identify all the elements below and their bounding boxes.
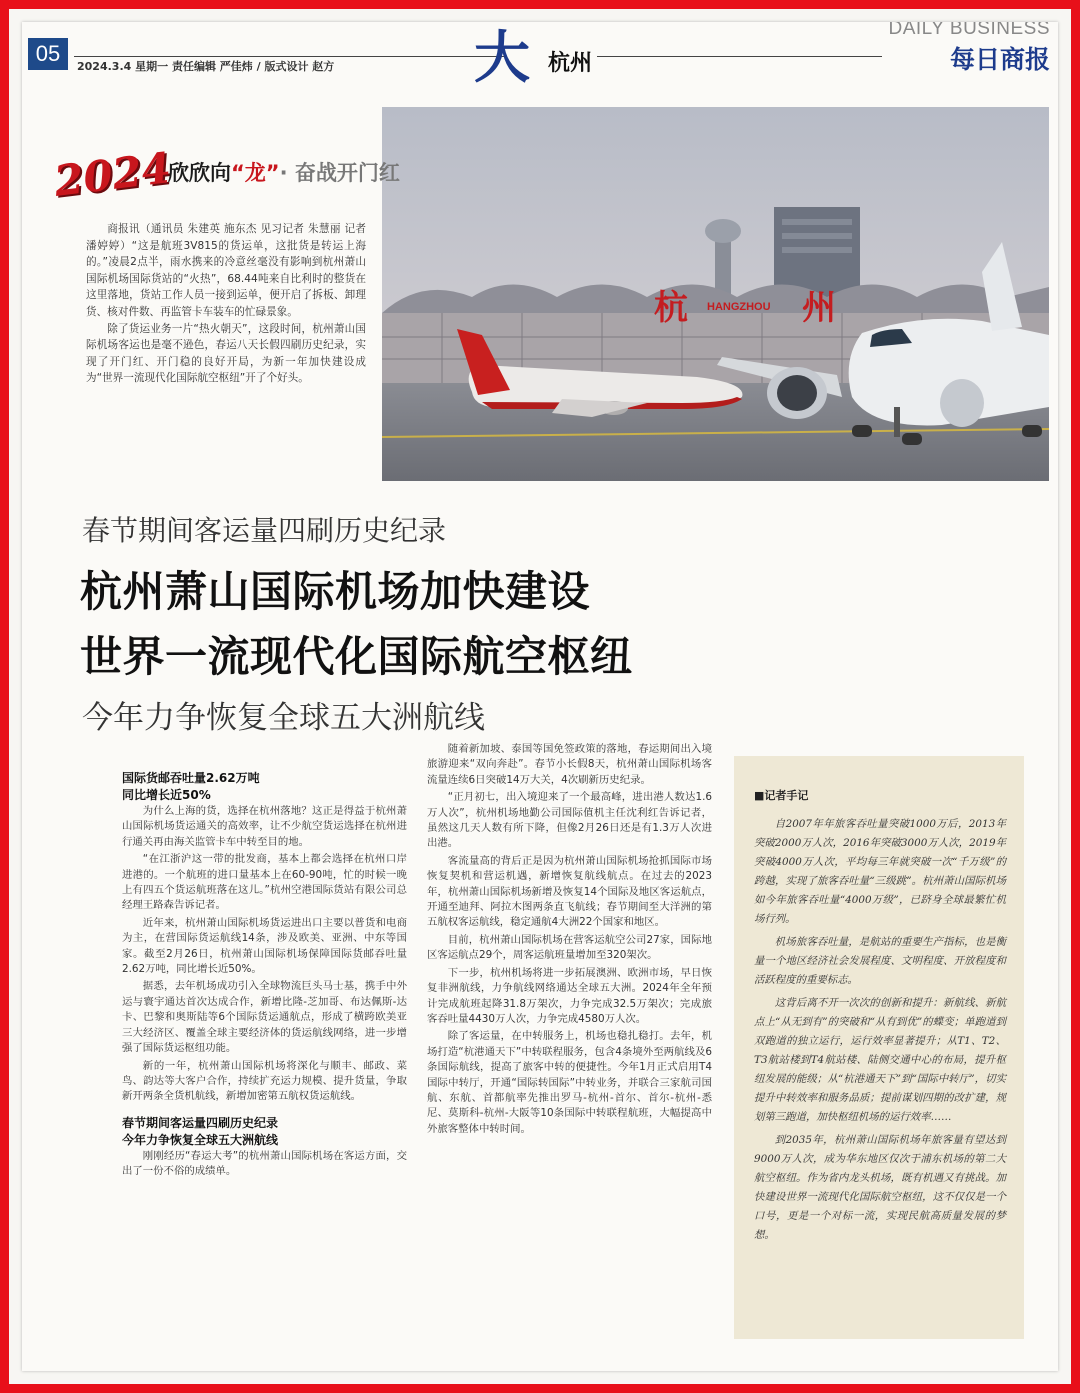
airport-illustration (382, 107, 1049, 481)
headline-subtitle: 今年力争恢复全球五大洲航线 (82, 700, 485, 736)
brand-english: DAILY BUSINESS (888, 22, 1050, 39)
issue-meta: 2024.3.4 星期一 责任编辑 严佳炜 / 版式设计 赵方 (77, 60, 335, 73)
paragraph: 自2007年年旅客吞吐量突破1000万后，2013年突破2000万人次，2016年突破3000万人次，2019年突破4000万人次，平均每三年就突破一次“千万级”的跨越，实现了旅客吞吐量“三级跳”。杭州萧山国际机场如今年旅客吞吐量“4000万级”，已跻身全球最繁忙机场行列。 (754, 818, 1006, 925)
paragraph: 据悉，去年机场成功引入全球物流巨头马士基，携手中外运与寰宇通达首次达成合作，新增比隆-芝加哥、布达佩斯-达卡、巴黎和奥斯陆等6个国际货运通航点，形成了横跨欧美亚三大经济区、覆盖全球主要经济体的货运航线网络，进一步增强了国际货运枢纽功能。 (122, 980, 407, 1055)
article-column-2 (427, 742, 712, 1139)
terminal-sign-right: 州 (802, 288, 836, 328)
reporter-note-box (734, 756, 1024, 1339)
intro-text (86, 221, 366, 387)
paragraph: 除了客运量，在中转服务上，机场也稳扎稳打。去年，机场打造“杭港通天下”中转联程服务，包含4条境外至两航线及6条国际航线，提高了旅客中转的便捷性。今年1月正式启用T4国际中转厅，开通“国际转国际”中转业务，并联合三家航司国航、东航、首都航率先推出罗马-杭州-首尔、首尔-杭州-悉尼、莫斯科-杭州-大阪等10条国际中转联程航班，大幅提高中外旅客整体中转时间。 (427, 1030, 712, 1135)
terminal-sign-middle: HANGZHOU (707, 301, 771, 313)
paragraph: 目前，杭州萧山国际机场在营客运航空公司27家，国际地区客运航点29个，周客运航班量增加至320架次。 (427, 933, 712, 962)
paragraph: 机场旅客吞吐量，是航站的重要生产指标，也是衡量一个地区经济社会发展程度、文明程度、开放程度和活跃程度的重要标志。 (754, 936, 1006, 986)
subhead: 国际货邮吞吐量2.62万吨 (122, 771, 260, 785)
subhead: 春节期间客运量四刷历史纪录 (122, 1115, 279, 1130)
banner-dragon: “龙” (231, 161, 280, 185)
intro-paragraph: 商报讯（通讯员 朱建英 施东杰 见习记者 朱慧丽 记者 潘婷婷）“这是航班3V815的货运单，这批货是转运上海的。”凌晨2点半，雨水携来的冷意丝毫没有影响到杭州萧山国际机场国际货站的“火热”，68.44吨来自比利时的整货在这里落地，货站工作人员一接到运单，便开启了拆板、卸理货、核对件数、再监管卡车装车的忙碌景象。 (86, 223, 366, 318)
intro-paragraph: 除了货运业务一片“热火朝天”，这段时间，杭州萧山国际机场客运也是毫不逊色，春运八天长假四刷历史纪录，实现了开门红、开门稳的良好开局，为新一年加快建设成为“世界一流现代化国际航空枢纽”开了个好头。 (86, 322, 366, 385)
page-number: 05 (28, 38, 68, 70)
article-column-1 (122, 770, 407, 1182)
paragraph: “正月初七，出入境迎来了一个最高峰，进出港人数达1.6万人次”，杭州机场地勤公司国际值机主任沈利红告诉记者，虽然这几天人数有所下降，但像2月26日还是有1.3万人次进出港。 (427, 791, 712, 850)
reporter-note-title: ■记者手记 (754, 789, 809, 802)
paragraph: 下一步，杭州机场将进一步拓展澳洲、欧洲市场，早日恢复非洲航线，力争航线网络通达全球五大洲。2024年全年预计完成航班起降31.8万架次，力争完成32.5万架次；完成旅客吞吐量4430万人次，力争完成4580万人次。 (427, 966, 712, 1025)
brand-chinese: 每日商报 (949, 45, 1050, 74)
headline-kicker: 春节期间客运量四刷历史纪录 (82, 514, 447, 547)
paragraph: 客流量高的背后正是因为杭州萧山国际机场抢抓国际市场恢复契机和营运机遇，新增恢复航线航点。在过去的2023年，杭州萧山国际机场新增及恢复14个国际及地区客运航点，开通至迪拜、阿拉木图两条直飞航线；春节期间至大洋洲的第五航权客运航线，稳定通航4大洲22个国家和地区。 (427, 854, 712, 929)
banner-part1: 欣欣向 (168, 161, 231, 185)
paragraph: 刚刚经历“春运大考”的杭州萧山国际机场在客运方面，交出了一份不俗的成绩单。 (122, 1149, 407, 1178)
header-rule-right (597, 56, 882, 57)
banner-part3: · 奋战开门红 (279, 161, 400, 185)
paragraph: 随着新加坡、泰国等国免签政策的落地，春运期间出入境旅游迎来“双向奔赴”。春节小长假8天，杭州萧山国际机场客流量连续6日突破14万大关，4次刷新历史纪录。 (427, 743, 712, 786)
newspaper-page (22, 22, 1058, 1371)
banner-year: 2024 (51, 143, 174, 206)
headline-title-line1: 杭州萧山国际机场加快建设 (80, 567, 591, 616)
subhead: 今年力争恢复全球五大洲航线 (122, 1132, 279, 1147)
paragraph: 近年来，杭州萧山国际机场货运进出口主要以普货和电商为主，在营国际货运航线14条，涉及欧美、亚洲、中东等国家。截至2月26日，杭州萧山国际机场保障国际货邮吞吐量2.62万吨，同比增长近50%。 (122, 916, 407, 976)
paragraph: 到2035年，杭州萧山国际机场年旅客量有望达到9000万人次，成为华东地区仅次于浦东机场的第二大航空枢纽。作为省内龙头机场，既有机遇又有挑战。加快建设世界一流现代化国际航空枢纽，这不仅仅是一个口号，更是一个对标一流，实现民航高质量发展的梦想。 (754, 1134, 1006, 1241)
section-glyph: 大 (474, 25, 530, 91)
section-city: 杭州 (548, 51, 593, 76)
paragraph: 这背后离不开一次次的创新和提升：新航线、新航点上“从无到有”的突破和“从有到优”的蝶变；单跑道到双跑道的独立运行，运行效率显著提升；从T1、T2、T3航站楼到T4航站楼、陆侧交通中心的布局，提升枢纽发展的能级；从“杭港通天下”到“国际中转厅”，切实提升中转效率和服务品质；提前谋划四期的改扩建，规划第三跑道，加快枢纽机场的运行效率…… (754, 997, 1006, 1123)
headline-title-line2: 世界一流现代化国际航空枢纽 (80, 632, 633, 681)
paragraph: “在江浙沪这一带的批发商，基本上都会选择在杭州口岸进港的。一个航班的进口量基本上在60-90吨，忙的时候一晚上有四五个货运航班落在这儿。”杭州空港国际货站有限公司总经理王路森告诉记者。 (122, 853, 407, 912)
paragraph: 为什么上海的货，选择在杭州落地？这正是得益于杭州萧山国际机场货运通关的高效率，让不少航空货运选择在杭州进行通关再由海关监管卡车中转至目的地。 (122, 805, 407, 848)
airport-photo (382, 107, 1049, 481)
header-rule-left (74, 56, 504, 57)
subhead: 同比增长近50% (122, 788, 211, 802)
terminal-sign-left: 杭 (654, 288, 688, 328)
paragraph: 新的一年，杭州萧山国际机场将深化与顺丰、邮政、菜鸟、韵达等大客户合作，持续扩充运力规模、提升货量，争取新开两条全货机航线，新增加密第五航权货运航线。 (122, 1059, 407, 1103)
banner-slogan (168, 157, 400, 187)
